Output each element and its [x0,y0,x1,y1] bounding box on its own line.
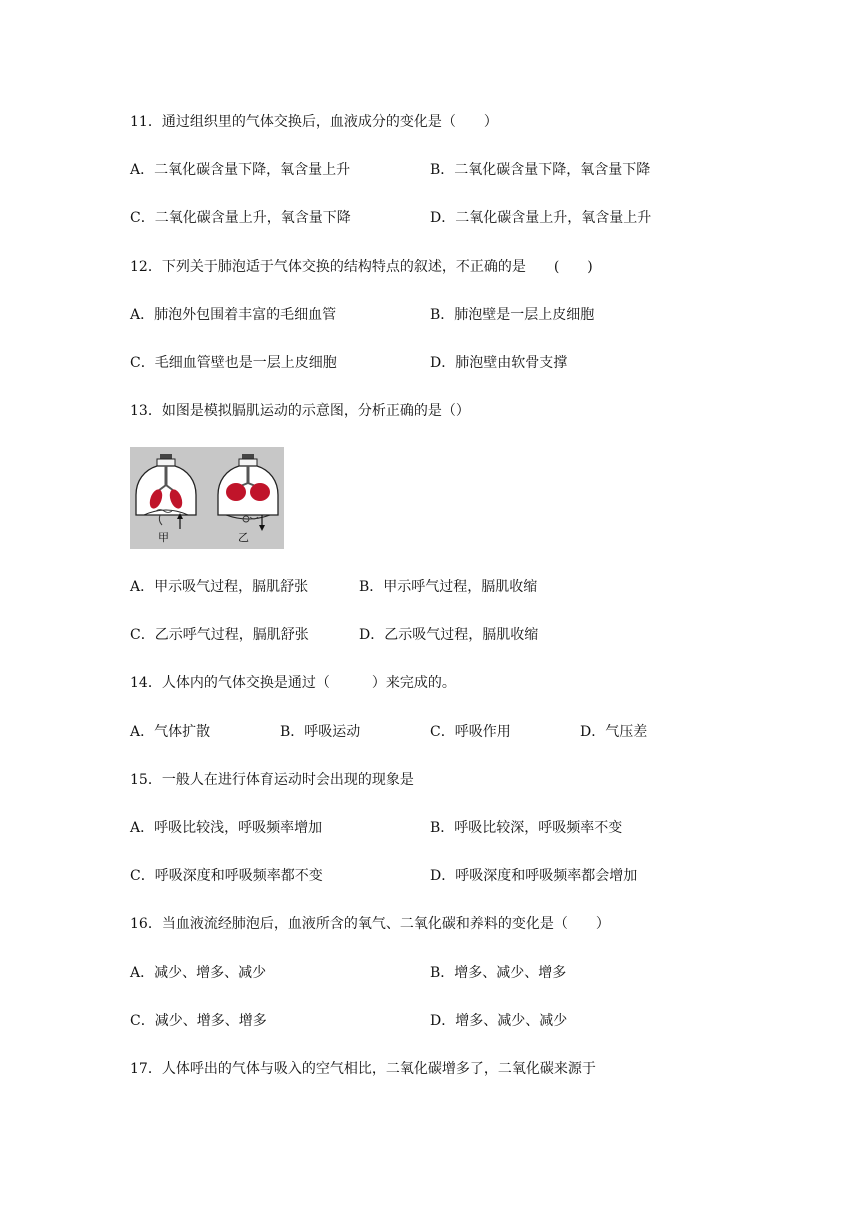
question-16-option-a: A．减少、增多、减少 [130,965,267,981]
label-yi: 乙 [238,531,249,544]
question-15-option-b: B．呼吸比较深，呼吸频率不变 [430,820,623,836]
question-11-option-d: D．二氧化碳含量上升，氧含量上升 [430,210,652,226]
question-12-option-a: A．肺泡外包围着丰富的毛细血管 [130,307,337,323]
question-12-option-c: C．毛细血管壁也是一层上皮细胞 [130,355,337,371]
question-14-option-d: D．气压差 [580,724,648,740]
question-12-option-b: B．肺泡壁是一层上皮细胞 [430,307,595,323]
question-14-option-a: A．气体扩散 [130,724,211,740]
question-12-option-d: D．肺泡壁由软骨支撑 [430,355,568,371]
label-jia: 甲 [158,531,169,544]
diaphragm-model-figure [130,447,284,549]
question-13-stem: 13．如图是模拟膈肌运动的示意图，分析正确的是（） [130,403,470,419]
question-16-option-c: C．减少、增多、增多 [130,1013,267,1029]
bell-jar-diagram [130,447,284,549]
question-13-option-b: B．甲示呼气过程，膈肌收缩 [359,579,538,595]
question-15-option-d: D．呼吸深度和呼吸频率都会增加 [430,868,638,884]
question-16-stem: 16．当血液流经肺泡后，血液所含的氧气、二氧化碳和养料的变化是（ ） [130,916,610,932]
question-13-option-c: C．乙示呼气过程，膈肌舒张 [130,627,309,643]
question-17-stem: 17．人体呼出的气体与吸入的空气相比，二氧化碳增多了，二氧化碳来源于 [130,1061,596,1077]
question-12-stem: 12．下列关于肺泡适于气体交换的结构特点的叙述，不正确的是 ( ) [130,259,593,275]
question-14-option-c: C．呼吸作用 [430,724,511,740]
question-13-option-a: A．甲示吸气过程，膈肌舒张 [130,579,309,595]
question-15-option-a: A．呼吸比较浅，呼吸频率增加 [130,820,323,836]
question-11-option-c: C．二氧化碳含量上升，氧含量下降 [130,210,351,226]
question-11-option-a: A．二氧化碳含量下降，氧含量上升 [130,162,351,178]
lung-right-b [250,483,270,501]
question-11-stem: 11．通过组织里的气体交换后，血液成分的变化是（ ） [130,114,498,130]
bell-jar-right [218,454,278,544]
question-14-stem: 14．人体内的气体交换是通过（ ）来完成的。 [130,675,456,691]
question-15-stem: 15．一般人在进行体育运动时会出现的现象是 [130,772,414,788]
question-13-option-d: D．乙示吸气过程，膈肌收缩 [359,627,539,643]
question-11-option-b: B．二氧化碳含量下降，氧含量下降 [430,162,651,178]
question-16-option-d: D．增多、减少、减少 [430,1013,568,1029]
question-15-option-c: C．呼吸深度和呼吸频率都不变 [130,868,323,884]
question-14-option-b: B．呼吸运动 [280,724,361,740]
lung-right-a [226,483,246,501]
bell-jar-left [136,454,196,544]
question-16-option-b: B．增多、减少、增多 [430,965,567,981]
